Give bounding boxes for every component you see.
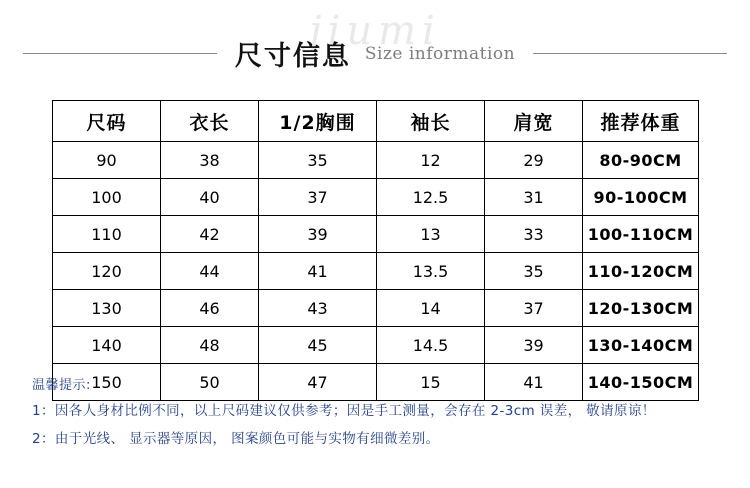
table-row xyxy=(53,290,699,327)
size-table xyxy=(52,100,699,401)
table-cell-length: 38 xyxy=(161,142,259,179)
table-cell-shoulder: 39 xyxy=(485,327,583,364)
table-cell-shoulder: 41 xyxy=(485,364,583,401)
size-table-wrapper xyxy=(52,100,698,401)
table-cell-weight: 80-90CM xyxy=(583,142,699,179)
table-cell-sleeve: 14.5 xyxy=(377,327,485,364)
table-cell-sleeve: 13 xyxy=(377,216,485,253)
note-line-1: 1：因各人身材比例不同，以上尺码建议仅供参考；因是手工测量，会存在 2-3cm 误差， 敬请原谅！ xyxy=(32,403,656,419)
table-cell-bust: 37 xyxy=(259,179,377,216)
table-cell-size: 130 xyxy=(53,290,161,327)
table-row xyxy=(53,179,699,216)
watermark-text: jiumi xyxy=(309,8,441,54)
table-cell-shoulder: 35 xyxy=(485,253,583,290)
table-header-cell: 尺码 xyxy=(53,101,161,142)
table-cell-bust: 39 xyxy=(259,216,377,253)
table-cell-shoulder: 37 xyxy=(485,290,583,327)
table-cell-length: 42 xyxy=(161,216,259,253)
table-cell-size: 120 xyxy=(53,253,161,290)
table-row xyxy=(53,142,699,179)
title-english: Size information xyxy=(364,43,516,64)
table-cell-sleeve: 14 xyxy=(377,290,485,327)
table-header-cell: 肩宽 xyxy=(485,101,583,142)
table-header-row xyxy=(53,101,699,142)
table-cell-weight: 120-130CM xyxy=(583,290,699,327)
table-row xyxy=(53,216,699,253)
table-cell-sleeve: 12.5 xyxy=(377,179,485,216)
table-cell-bust: 47 xyxy=(259,364,377,401)
table-cell-weight: 90-100CM xyxy=(583,179,699,216)
table-cell-size: 100 xyxy=(53,179,161,216)
table-cell-shoulder: 31 xyxy=(485,179,583,216)
table-cell-weight: 100-110CM xyxy=(583,216,699,253)
table-cell-bust: 41 xyxy=(259,253,377,290)
title-rule-left xyxy=(23,53,217,54)
notes-title: 温馨提示: xyxy=(32,378,91,393)
table-row xyxy=(53,253,699,290)
table-cell-length: 40 xyxy=(161,179,259,216)
table-cell-length: 48 xyxy=(161,327,259,364)
table-cell-length: 50 xyxy=(161,364,259,401)
table-cell-size: 90 xyxy=(53,142,161,179)
table-cell-shoulder: 29 xyxy=(485,142,583,179)
note-line-2: 2：由于光线、 显示器等原因， 图案颜色可能与实物有细微差别。 xyxy=(32,431,440,448)
table-cell-bust: 45 xyxy=(259,327,377,364)
table-header-cell: 袖长 xyxy=(377,101,485,142)
table-cell-sleeve: 15 xyxy=(377,364,485,401)
notes-section xyxy=(32,374,732,458)
table-cell-weight: 140-150CM xyxy=(583,364,699,401)
table-cell-sleeve: 13.5 xyxy=(377,253,485,290)
table-header-cell: 推荐体重 xyxy=(583,101,699,142)
table-cell-sleeve: 12 xyxy=(377,142,485,179)
page-title xyxy=(0,34,750,73)
table-cell-weight: 110-120CM xyxy=(583,253,699,290)
table-row xyxy=(53,327,699,364)
table-header-cell: 1/2胸围 xyxy=(259,101,377,142)
table-cell-shoulder: 33 xyxy=(485,216,583,253)
title-chinese: 尺寸信息 xyxy=(234,41,351,72)
table-cell-bust: 43 xyxy=(259,290,377,327)
table-cell-weight: 130-140CM xyxy=(583,327,699,364)
table-cell-length: 44 xyxy=(161,253,259,290)
title-rule-right xyxy=(533,53,727,54)
table-cell-bust: 35 xyxy=(259,142,377,179)
table-cell-size: 140 xyxy=(53,327,161,364)
table-cell-length: 46 xyxy=(161,290,259,327)
table-header-cell: 衣长 xyxy=(161,101,259,142)
table-cell-size: 110 xyxy=(53,216,161,253)
table-cell-size: 150 xyxy=(53,364,161,401)
